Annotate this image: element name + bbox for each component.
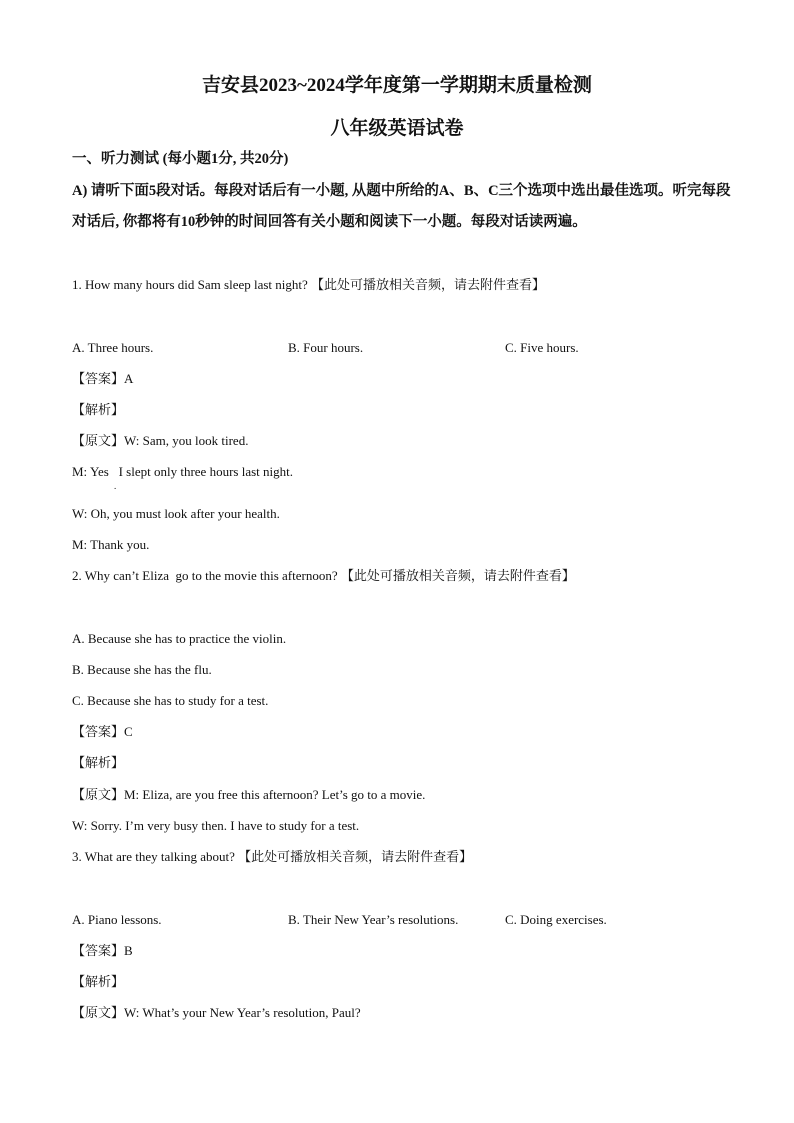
q2-option-a: A. Because she has to practice the violin. bbox=[72, 631, 287, 646]
q2-transcript-line: W: Sorry. I’m very busy then. I have to study for a test. bbox=[72, 818, 360, 833]
q2-option-c: C. Because she has to study for a test. bbox=[72, 693, 269, 708]
q1-transcript-line: 【原文】W: Sam, you look tired. bbox=[72, 433, 249, 448]
exam-subtitle: 八年级英语试卷 bbox=[330, 118, 464, 139]
exam-title: 吉安县2023~2024学年度第一学期期末质量检测 bbox=[202, 75, 592, 96]
q3-answer: 【答案】B bbox=[72, 943, 133, 958]
q1-option-b: B. Four hours. bbox=[288, 340, 364, 355]
q3-option-c: C. Doing exercises. bbox=[505, 912, 607, 927]
question-2: 2. Why can’t Eliza go to the movie this afternoon? 【此处可播放相关音频，请去附件查看】 bbox=[72, 568, 575, 583]
part-a-instructions: A) 请听下面5段对话。每段对话后有一小题, 从题中所给的A、B、C三个选项中选出最佳选项。听完每段对话后, 你都将有10秒钟的时间回答有关小题和阅读下一小题。每段对话读两遍。 bbox=[72, 183, 731, 230]
q3-option-a: A. Piano lessons. bbox=[72, 912, 162, 927]
q2-analysis: 【解析】 bbox=[72, 755, 125, 770]
q1-transcript-line: M: Thank you. bbox=[72, 537, 150, 552]
q1-option-a: A. Three hours. bbox=[72, 340, 154, 355]
q2-option-b: B. Because she has the flu. bbox=[72, 662, 212, 677]
question-1: 1. How many hours did Sam sleep last night? 【此处可播放相关音频，请去附件查看】 bbox=[72, 277, 546, 292]
section-heading: 一、听力测试 (每小题1分, 共20分) bbox=[72, 151, 289, 167]
q3-analysis: 【解析】 bbox=[72, 974, 125, 989]
q1-transcript-line: M: Yes I slept only three hours last night. bbox=[72, 464, 293, 479]
q1-option-c: C. Five hours. bbox=[505, 340, 579, 355]
q2-answer: 【答案】C bbox=[72, 724, 133, 739]
q1-transcript-line: W: Oh, you must look after your health. bbox=[72, 506, 280, 521]
q1-answer: 【答案】A bbox=[72, 371, 134, 386]
stray-dot-mark: . bbox=[114, 481, 117, 491]
question-3: 3. What are they talking about? 【此处可播放相关音频，请去附件查看】 bbox=[72, 849, 473, 864]
q2-transcript-line: 【原文】M: Eliza, are you free this afternoon? Let’s go to a movie. bbox=[72, 787, 426, 802]
q1-analysis: 【解析】 bbox=[72, 402, 125, 417]
q3-option-b: B. Their New Year’s resolutions. bbox=[288, 912, 459, 927]
q3-transcript-line: 【原文】W: What’s your New Year’s resolution, Paul? bbox=[72, 1005, 361, 1020]
